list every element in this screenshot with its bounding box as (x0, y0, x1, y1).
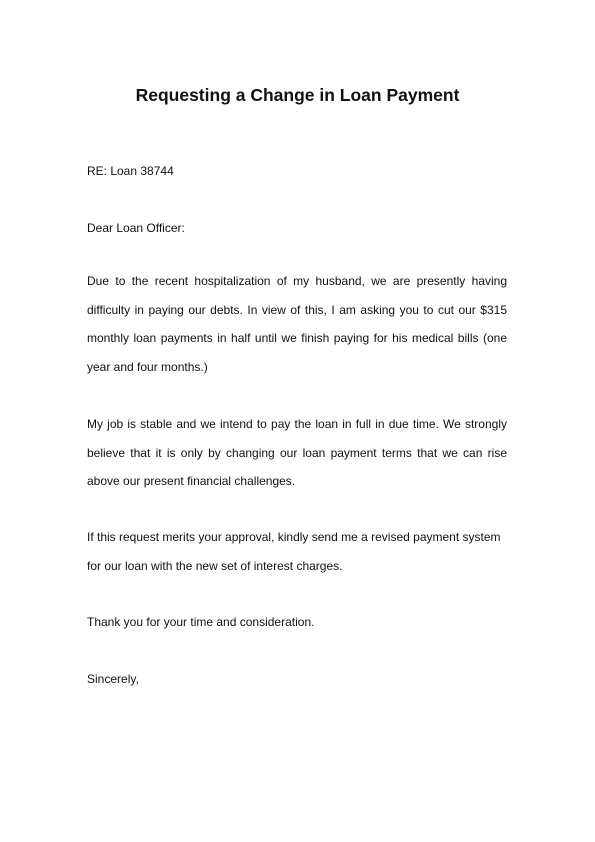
paragraph-hardship: Due to the recent hospitalization of my husband, we are presently having difficulty in paying our debts. In view of this, I am asking you to cut our $315 monthly loan payments in half until we finish paying for his medical bills (one year and four months.) (87, 274, 507, 374)
paragraph-request: If this request merits your approval, kindly send me a revised payment system for our loan with the new set of interest charges. (87, 530, 501, 573)
salutation: Dear Loan Officer: (87, 221, 185, 235)
paragraph-thanks: Thank you for your time and consideration. (87, 615, 315, 629)
paragraph-commitment: My job is stable and we intend to pay the loan in full in due time. We strongly believe that it is only by changing our loan payment terms that we can rise above our present financial challenges. (87, 417, 507, 488)
letter-title: Requesting a Change in Loan Payment (135, 85, 460, 105)
closing: Sincerely, (87, 672, 139, 686)
loan-reference: RE: Loan 38744 (87, 164, 174, 178)
